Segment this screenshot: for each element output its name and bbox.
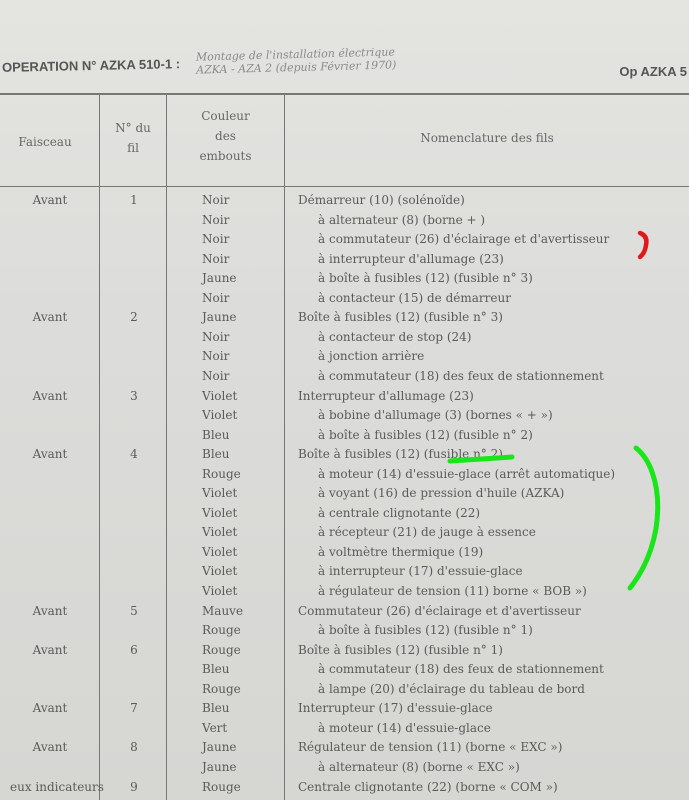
nomenclature-cell: à contacteur (15) de démarreur	[318, 290, 511, 305]
fil-number-cell: 2	[130, 310, 138, 325]
nomenclature-cell: Boîte à fusibles (12) (fusible n° 2)	[298, 447, 503, 462]
table-row	[0, 719, 689, 739]
color-cell: Violet	[202, 408, 238, 423]
color-cell: Violet	[202, 544, 238, 559]
color-cell: Violet	[202, 584, 238, 598]
table-row	[0, 289, 689, 309]
nomenclature-cell: à alternateur (8) (borne + )	[318, 212, 486, 227]
color-cell: Noir	[202, 212, 230, 227]
color-cell: Violet	[202, 564, 238, 579]
color-cell: Vert	[202, 720, 228, 735]
color-cell: Jaune	[202, 759, 237, 774]
table-row	[0, 660, 689, 680]
color-cell: Jaune	[202, 310, 237, 325]
nomenclature-cell: à centrale clignotante (22)	[318, 505, 481, 520]
color-cell: Noir	[202, 349, 230, 364]
table-row	[0, 230, 689, 250]
fil-number-cell: 8	[130, 740, 138, 755]
table-row	[0, 523, 689, 543]
table-top-rule	[0, 93, 689, 95]
nomenclature-cell: à voyant (16) de pression d'huile (AZKA)	[318, 486, 565, 501]
color-cell: Bleu	[202, 447, 230, 462]
fil-number-cell: 4	[130, 447, 138, 462]
fil-number-cell: 9	[130, 779, 138, 794]
nomenclature-cell: à moteur (14) d'essuie-glace	[318, 720, 491, 735]
faisceau-cell: Avant	[32, 193, 68, 207]
nomenclature-cell: à lampe (20) d'éclairage du tableau de bord	[318, 681, 585, 696]
color-cell: Violet	[202, 525, 238, 540]
nomenclature-cell: à commutateur (26) d'éclairage et d'avertisseur	[318, 232, 610, 247]
table-row	[0, 582, 689, 602]
color-cell: Rouge	[202, 623, 241, 638]
color-cell: Rouge	[202, 466, 241, 481]
operation-title: OPERATION N° AZKA 510-1 :	[1, 56, 181, 75]
color-cell: Noir	[202, 251, 230, 266]
table-row	[0, 778, 689, 798]
nomenclature-cell: à bobine d'allumage (3) (bornes « + »)	[318, 408, 553, 423]
nomenclature-cell: à alternateur (8) (borne « EXC »)	[318, 759, 520, 774]
table-row	[0, 445, 689, 465]
table-row	[0, 543, 689, 563]
table-row	[0, 426, 689, 446]
color-cell: Noir	[202, 193, 230, 207]
nomenclature-cell: à contacteur de stop (24)	[318, 329, 472, 344]
table-row	[0, 347, 689, 367]
nomenclature-cell: Boîte à fusibles (12) (fusible n° 3)	[298, 310, 503, 325]
table-row	[0, 621, 689, 641]
table-row	[0, 406, 689, 426]
nomenclature-cell: à commutateur (18) des feux de stationnement	[318, 368, 604, 383]
faisceau-cell: Avant	[32, 388, 68, 403]
nomenclature-cell: Commutateur (26) d'éclairage et d'avertisseur	[298, 603, 581, 618]
nomenclature-cell: à boîte à fusibles (12) (fusible n° 1)	[318, 623, 533, 638]
nomenclature-cell: à boîte à fusibles (12) (fusible n° 2)	[318, 427, 533, 442]
table-row	[0, 699, 689, 719]
table-row	[0, 191, 689, 211]
fil-number-cell: 3	[130, 388, 138, 403]
table-row	[0, 269, 689, 289]
table-header-rule	[0, 186, 689, 187]
table-row	[0, 465, 689, 485]
color-cell: Rouge	[202, 642, 241, 657]
table-row	[0, 387, 689, 407]
faisceau-cell: Avant	[32, 701, 68, 716]
color-cell: Violet	[202, 388, 238, 403]
table-row	[0, 308, 689, 328]
faisceau-cell: Avant	[32, 740, 68, 755]
nomenclature-cell: Boîte à fusibles (12) (fusible n° 1)	[298, 642, 503, 657]
header-nomenclature: Nomenclature des fils	[420, 131, 554, 145]
nomenclature-cell: Régulateur de tension (11) (borne « EXC »)	[298, 740, 563, 755]
nomenclature-cell: à interrupteur (17) d'essuie-glace	[318, 564, 523, 579]
faisceau-cell: Avant	[32, 603, 68, 618]
faisceau-cell: eux indicateurs	[10, 779, 104, 794]
color-cell: Noir	[202, 290, 230, 305]
faisceau-cell: Avant	[32, 310, 68, 325]
color-cell: Bleu	[202, 701, 230, 716]
color-cell: Jaune	[202, 271, 237, 286]
nomenclature-cell: à voltmètre thermique (19)	[318, 544, 484, 559]
color-cell: Noir	[202, 368, 230, 383]
table-row	[0, 250, 689, 270]
fil-number-cell: 7	[130, 701, 138, 716]
subtitle-line-2: AZKA - AZA 2 (depuis Février 1970)	[196, 58, 397, 77]
table-row	[0, 680, 689, 700]
color-cell: Jaune	[202, 740, 237, 755]
color-cell: Rouge	[202, 779, 241, 794]
faisceau-cell: Avant	[32, 642, 68, 657]
header-couleur: Couleur des embouts	[199, 109, 252, 163]
nomenclature-cell: Interrupteur (17) d'essuie-glace	[298, 701, 493, 716]
color-cell: Noir	[202, 232, 230, 247]
nomenclature-cell: à jonction arrière	[318, 349, 425, 364]
table-row	[0, 367, 689, 387]
header-faisceau: Faisceau	[18, 135, 72, 149]
nomenclature-cell: à récepteur (21) de jauge à essence	[318, 525, 536, 540]
fil-number-cell: 1	[130, 193, 138, 207]
table-row	[0, 484, 689, 504]
faisceau-cell: Avant	[32, 447, 68, 462]
nomenclature-cell: Interrupteur d'allumage (23)	[298, 388, 474, 403]
nomenclature-cell: à interrupteur d'allumage (23)	[318, 251, 504, 266]
header-no-fil: N° du fil	[115, 121, 151, 155]
operation-code: Op AZKA 5	[619, 64, 687, 79]
table-row	[0, 641, 689, 661]
fil-number-cell: 6	[130, 642, 138, 657]
subtitle-line-1: Montage de l'installation électrique	[195, 45, 396, 64]
nomenclature-cell: à commutateur (18) des feux de stationnement	[318, 662, 604, 677]
nomenclature-cell: à régulateur de tension (11) borne « BOB »)	[318, 584, 587, 598]
table-row	[0, 562, 689, 582]
color-cell: Bleu	[202, 662, 230, 677]
color-cell: Violet	[202, 505, 238, 520]
operation-subtitle	[196, 45, 397, 76]
color-cell: Mauve	[202, 603, 244, 618]
color-cell: Bleu	[202, 427, 230, 442]
table-row	[0, 504, 689, 524]
table-row	[0, 758, 689, 778]
color-cell: Noir	[202, 329, 230, 344]
table-row	[0, 328, 689, 348]
fil-number-cell: 5	[130, 603, 138, 618]
nomenclature-cell: à boîte à fusibles (12) (fusible n° 3)	[318, 271, 533, 286]
table-row	[0, 602, 689, 622]
color-cell: Violet	[202, 486, 238, 501]
nomenclature-cell: Centrale clignotante (22) (borne « COM »)	[298, 779, 558, 794]
nomenclature-cell: à moteur (14) d'essuie-glace (arrêt automatique)	[318, 466, 616, 481]
table-row	[0, 738, 689, 758]
table-row	[0, 211, 689, 231]
color-cell: Rouge	[202, 681, 241, 696]
nomenclature-cell: Démarreur (10) (solénoïde)	[298, 193, 465, 207]
